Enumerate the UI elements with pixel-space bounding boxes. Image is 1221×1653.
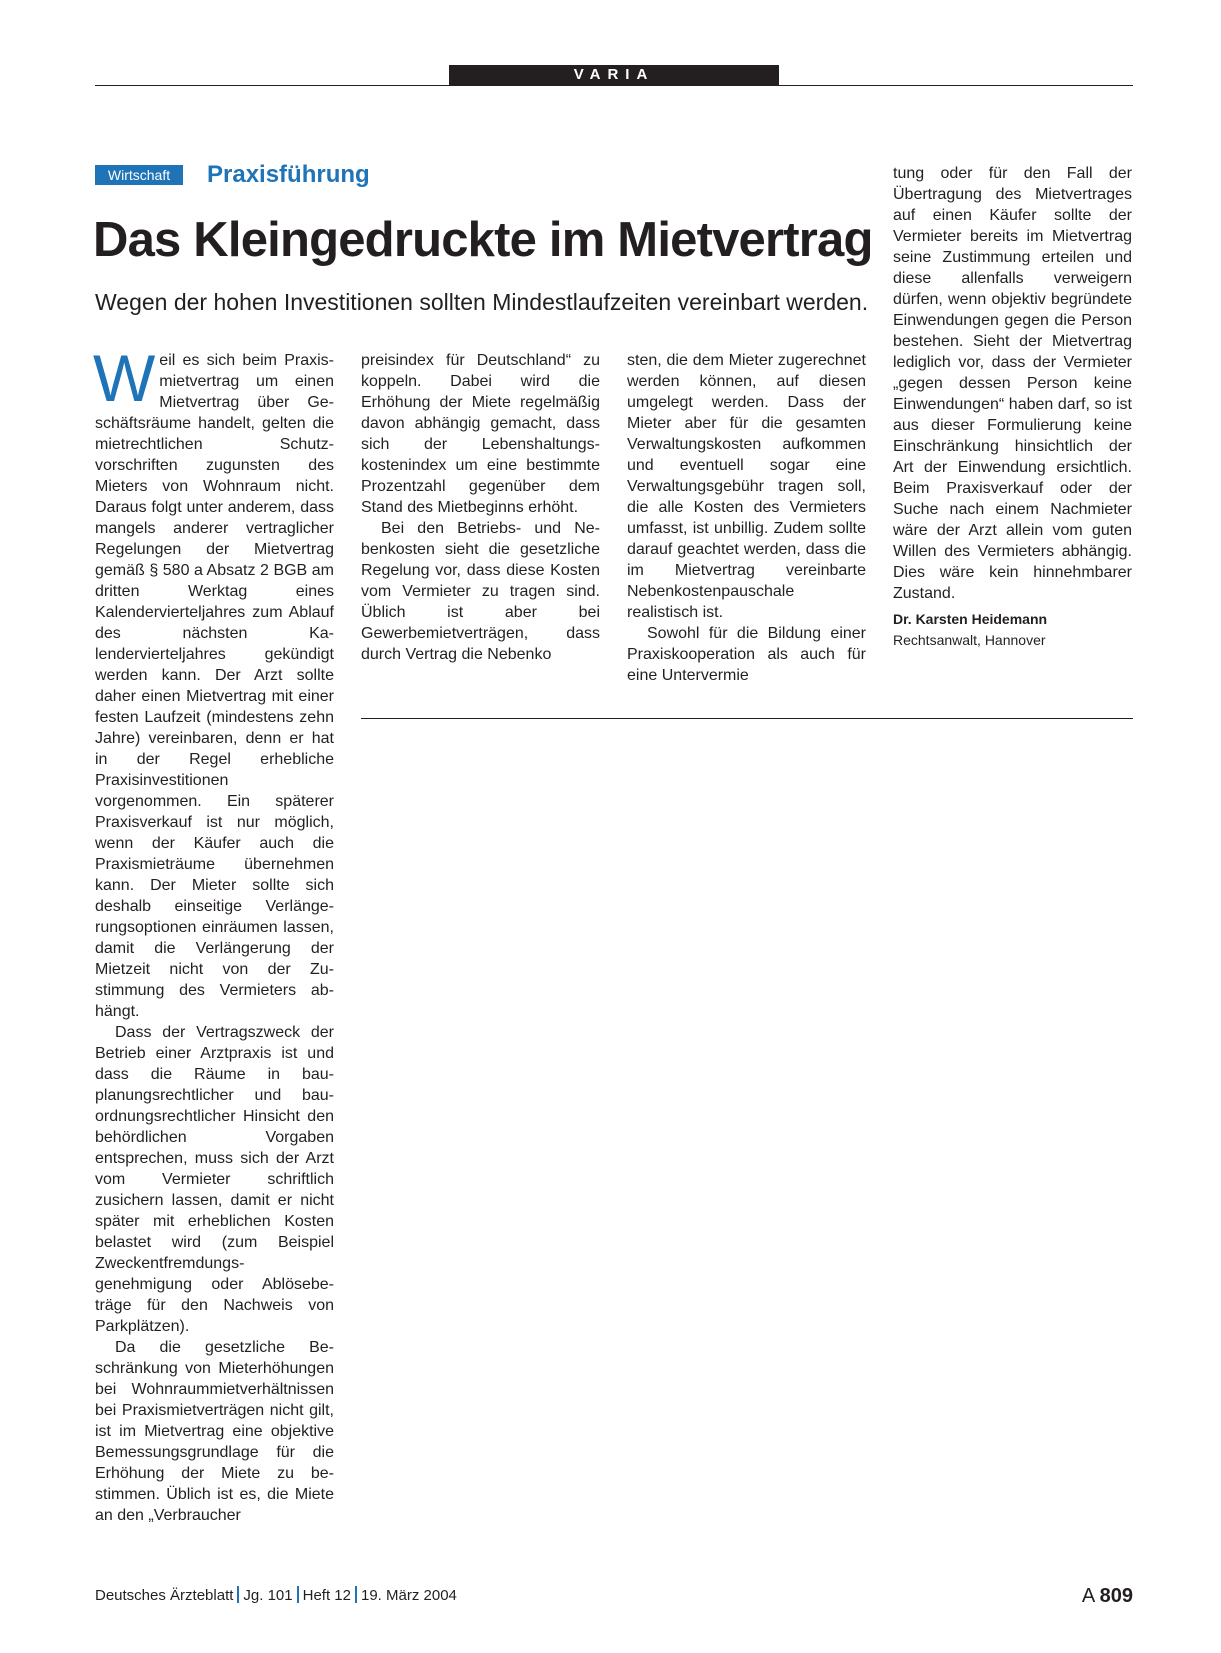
- paragraph-4-part-1: Bei den Betriebs- und Nebenkosten sieht die gesetzliche Regelung vor, dass diese Kosten vom Vermieter zu tragen sind. Üblich ist aber bei Gewerbemietverträgen, dass durch Vertrag die Nebenko: [361, 520, 600, 663]
- paragraph-1: [93, 341, 334, 1022]
- article-column-2: [361, 350, 600, 665]
- article-headline: Das Kleingedruckte im Mietvertrag: [93, 213, 873, 267]
- drop-cap: W: [93, 341, 156, 415]
- page-number-value: 809: [1099, 1585, 1133, 1607]
- paragraph-3-part-1: Da die gesetzliche Beschränkung von Mieterhöhungen bei Wohnraummietverhältnissen bei Praxismietverträgen nicht gilt, ist im Mietvertrag eine objektive Bemessungsgrundlage für die Erhöhung der Miete zu bestimmen. Üblich ist es, die Miete an den „Verbraucher: [95, 1339, 334, 1524]
- paragraph-3-part-2: preisindex für Deutschland“ zu koppeln. Dabei wird die Erhöhung der Miete regelmäßig davon abhängig gemacht, dass sich der Lebenshaltungskostenindex um eine bestimmte Prozentzahl gegenüber dem Stand des Mietbeginns erhöht.: [361, 352, 600, 516]
- category-badge: Wirtschaft: [95, 165, 183, 185]
- article-end-divider: [361, 718, 1133, 719]
- author-role: Rechtsanwalt, Hannover: [893, 632, 1046, 648]
- article-column-4: [893, 163, 1132, 650]
- footer-separator: [355, 1586, 357, 1603]
- article-column-1: [93, 341, 334, 1526]
- page-prefix: A: [1081, 1585, 1095, 1607]
- paragraph-5-part-2: tung oder für den Fall der Übertragung des Mietvertrages auf einen Käufer sollte der Vermieter bereits im Mietvertrag seine Zustimmung erteilen und diese allenfalls verweigern dürfen, wenn objektiv begründete Einwendungen gegen die Person bestehen. Sieht der Mietvertrag lediglich vor, dass der Vermieter „gegen dessen Person keine Einwendungen“ haben darf, so ist aus dieser Formulierung keine Einschränkung hinsichtlich der Art der Einwendung ersichtlich. Beim Praxisverkauf oder der Suche nach einem Nachmieter wäre der Arzt allein vom guten Willen des Vermieters abhängig. Dies wäre kein hinnehmbarer Zustand.: [893, 165, 1132, 602]
- footer-separator: [297, 1586, 299, 1603]
- article-column-3: [627, 350, 866, 686]
- paragraph-5-part-1: Sowohl für die Bildung einer Praxiskooperation als auch für eine Untervermie: [627, 625, 866, 684]
- author-name: Dr. Karsten Heidemann: [893, 611, 1048, 627]
- volume: Jg. 101: [243, 1587, 293, 1604]
- page-number: [1082, 1583, 1133, 1609]
- issue-date: 19. März 2004: [361, 1587, 457, 1604]
- article-subline: Wegen der hohen Investitionen sollten Mindestlaufzeiten vereinbart werden.: [95, 289, 869, 315]
- rubric-title: Praxisführung: [207, 161, 370, 188]
- journal-name: Deutsches Ärzteblatt: [95, 1587, 234, 1604]
- paragraph-2: Dass der Vertragszweck der Betrieb einer Arztpraxis ist und dass die Räume in bauplanungsrechtlicher und bauordnungsrechtlicher Hinsicht den behördlichen Vorgaben entsprechen, muss sich der Arzt vom Vermieter schriftlich zusichern lassen, damit er nicht später mit erheblichen Kosten belastet wird (zum Beispiel Zweckentfremdungsgenehmigung oder Ablösebeträge für den Nachweis von Parkplätzen).: [95, 1024, 334, 1335]
- issue: Heft 12: [302, 1587, 351, 1604]
- page-footer: [95, 1583, 1133, 1609]
- section-label: VARIA: [449, 65, 779, 85]
- footer-separator: [237, 1586, 239, 1603]
- top-divider: [95, 85, 1133, 86]
- paragraph-4-part-2: sten, die dem Mieter zugerechnet werden können, auf diesen umgelegt werden. Dass der Mieter aber für die gesamten Verwaltungskosten aufkommen und eventuell sogar eine Verwaltungsgebühr tragen soll, die alle Kosten des Vermieters umfasst, ist unbillig. Zudem sollte darauf geachtet werden, dass die im Mietvertrag vereinbarte Nebenkostenpauschale realistisch ist.: [627, 352, 866, 621]
- paragraph-1-text: eil es sich beim Praxismietvertrag um einen Mietvertrag über Geschäftsräume handelt, gelten die mietrechtlichen Schutzvorschriften zugunsten des Mieters von Wohnraum nicht. Daraus folgt unter anderem, dass mangels anderer vertraglicher Regelungen der Mietvertrag gemäß § 580 a Absatz 2 BGB am dritten Werktag eines Kalendervierteljahres zum Ablauf des nächsten Kalendervierteljahres gekündigt werden kann. Der Arzt sollte daher einen Mietvertrag mit einer festen Laufzeit (mindestens zehn Jahre) vereinbaren, denn er hat in der Regel erhebliche Praxisinvestitionen vorgenommen. Ein späterer Praxisverkauf ist nur möglich, wenn der Käufer auch die Praxismieträume übernehmen kann. Der Mieter sollte sich deshalb einseitige Verlängerungsoptionen einräumen lassen, damit die Verlängerung der Mietzeit nicht von der Zustimmung des Vermieters abhängt.: [95, 352, 334, 1020]
